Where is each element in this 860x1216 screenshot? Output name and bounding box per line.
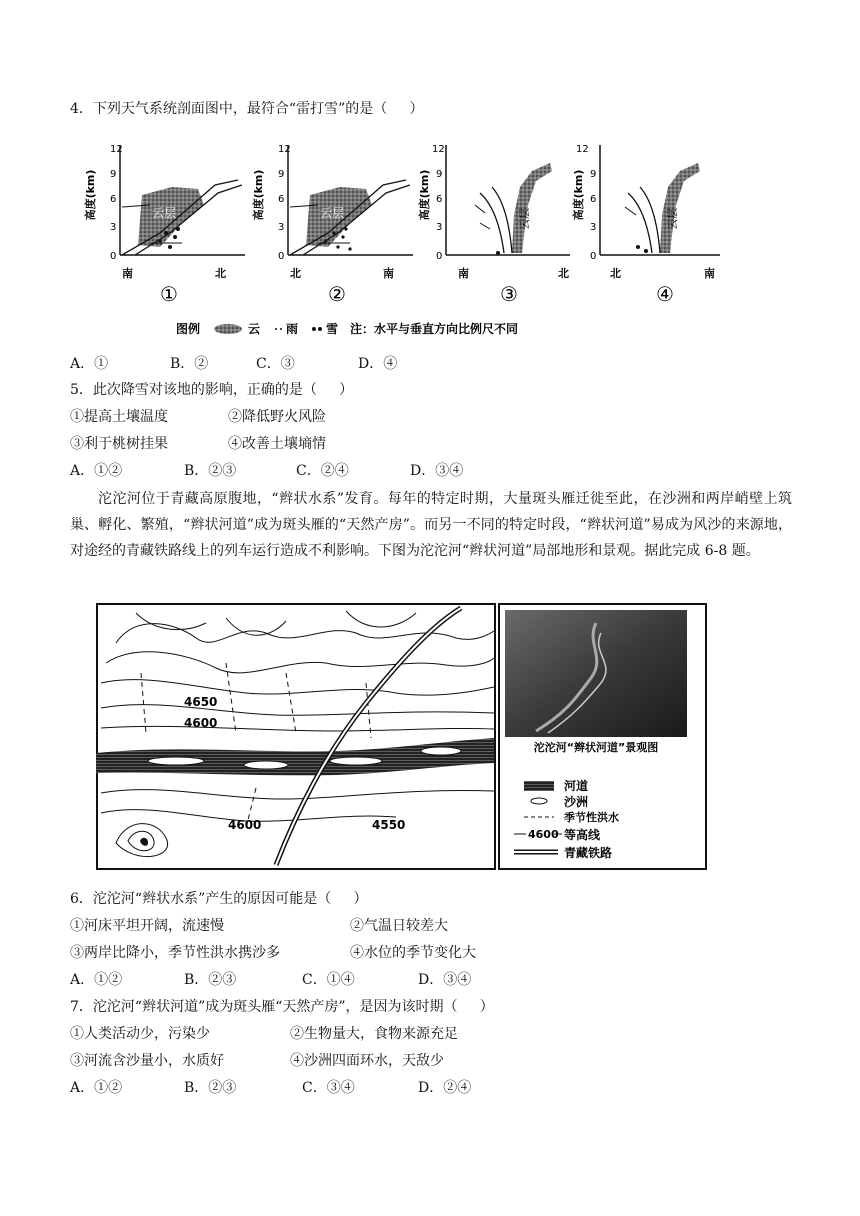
svg-text:北: 北	[290, 267, 301, 280]
svg-text:北: 北	[610, 267, 621, 280]
q6-item-1: ①河床平坦开阔，流速慢	[70, 918, 224, 934]
svg-text:4650: 4650	[184, 695, 218, 709]
svg-text:3: 3	[278, 222, 285, 233]
q7-option-d[interactable]: D．②④	[418, 1080, 472, 1096]
svg-text:③: ③	[500, 282, 518, 306]
svg-text:注：水平与垂直方向比例尺不同: 注：水平与垂直方向比例尺不同	[350, 322, 519, 336]
svg-text:9: 9	[278, 169, 285, 180]
svg-text:高度(km): 高度(km)	[252, 169, 265, 221]
q4-stem: 4．下列天气系统剖面图中，最符合“雷打雪”的是（ ）	[70, 101, 424, 117]
svg-text:南: 南	[704, 267, 715, 280]
svg-text:9: 9	[110, 169, 117, 180]
q7-option-b[interactable]: B．②③	[184, 1080, 237, 1096]
svg-text:12: 12	[576, 144, 589, 155]
q7-item-1: ①人类活动少，污染少	[70, 1026, 210, 1042]
svg-text:南: 南	[122, 267, 133, 280]
svg-text:④: ④	[656, 282, 674, 306]
svg-text:4600: 4600	[228, 818, 262, 832]
landscape-photo	[505, 610, 687, 737]
panel-1	[83, 144, 245, 306]
svg-text:沱沱河“辫状河道”景观图: 沱沱河“辫状河道”景观图	[533, 741, 659, 754]
q5-option-c[interactable]: C．②④	[296, 463, 349, 479]
panel-4	[571, 144, 720, 306]
svg-text:0: 0	[436, 251, 443, 262]
svg-text:6: 6	[436, 194, 443, 205]
svg-text:3: 3	[436, 222, 443, 233]
svg-text:青藏铁路: 青藏铁路	[564, 846, 613, 860]
q7-item-2: ②生物量大，食物来源充足	[290, 1026, 458, 1042]
svg-text:高度(km): 高度(km)	[572, 169, 585, 221]
q7-option-c[interactable]: C．③④	[302, 1080, 355, 1096]
q4-option-c[interactable]: C．③	[256, 356, 295, 372]
q5-item-1: ①提高土壤温度	[70, 409, 168, 425]
q7-item-4: ④沙洲四面环水，天敌少	[290, 1053, 444, 1069]
svg-text:3: 3	[590, 222, 597, 233]
q6-item-3: ③两岸比降小，季节性洪水携沙多	[70, 945, 280, 961]
svg-text:12: 12	[278, 144, 291, 155]
weather-profile-figure	[80, 135, 800, 340]
q5-item-4: ④改善土壤墒情	[228, 436, 326, 452]
q6-option-c[interactable]: C．①④	[302, 972, 355, 988]
q6-option-a[interactable]: A．①②	[70, 972, 123, 988]
svg-text:6: 6	[278, 194, 285, 205]
svg-text:北: 北	[558, 267, 569, 280]
panel-3	[417, 144, 570, 306]
q7-option-a[interactable]: A．①②	[70, 1080, 123, 1096]
q5-item-2: ②降低野火风险	[228, 409, 326, 425]
q5-option-b[interactable]: B．②③	[184, 463, 237, 479]
svg-text:12: 12	[110, 144, 123, 155]
q4-option-b[interactable]: B．②	[170, 356, 209, 372]
reading-passage: 沱沱河位于青藏高原腹地，“辫状水系”发育。每年的特定时期，大量斑头雁迁徙至此，在沙洲和两岸峭壁上筑巢、孵化、繁殖，“辫状河道”成为斑头雁的“天然产房”。而另一不同的特定时段，“辫状河道”易成为风沙的来源地，对途经的青藏铁路线上的列车运行造成不利影响。下图为沱沱河“辫状河道”局部地形和景观。据此完成 6-8 题。	[70, 491, 792, 559]
svg-text:云层: 云层	[152, 206, 177, 220]
svg-text:②: ②	[328, 282, 346, 306]
q5-item-3: ③利于桃树挂果	[70, 436, 168, 452]
svg-text:4600: 4600	[528, 828, 559, 841]
q6-stem: 6．沱沱河“辫状水系”产生的原因可能是（ ）	[70, 891, 368, 907]
svg-text:雨: 雨	[286, 322, 299, 336]
q5-option-d[interactable]: D．③④	[410, 463, 464, 479]
svg-text:4600: 4600	[184, 716, 218, 730]
q7-item-3: ③河流含沙量小，水质好	[70, 1053, 224, 1069]
svg-text:河道: 河道	[564, 779, 589, 793]
svg-text:雪: 雪	[326, 322, 339, 336]
svg-text:云层: 云层	[518, 208, 531, 230]
svg-text:6: 6	[590, 194, 597, 205]
svg-text:沙洲: 沙洲	[564, 795, 589, 809]
svg-text:南: 南	[383, 267, 394, 280]
svg-text:图例: 图例	[176, 322, 201, 336]
svg-text:北: 北	[215, 267, 226, 280]
svg-text:0: 0	[278, 251, 285, 262]
svg-text:①: ①	[160, 282, 178, 306]
q4-option-a[interactable]: A．①	[70, 356, 109, 372]
svg-text:4550: 4550	[372, 818, 406, 832]
svg-text:季节性洪水: 季节性洪水	[564, 811, 619, 824]
q6-item-4: ④水位的季节变化大	[350, 945, 476, 961]
svg-text:云层: 云层	[320, 206, 345, 220]
svg-text:3: 3	[110, 222, 117, 233]
q4-option-d[interactable]: D．④	[358, 356, 398, 372]
svg-text:9: 9	[590, 169, 597, 180]
svg-text:云: 云	[248, 322, 261, 336]
q7-stem: 7．沱沱河“辫状河道”成为斑头雁“天然产房”，是因为该时期（ ）	[70, 999, 494, 1015]
svg-text:高度(km): 高度(km)	[418, 169, 431, 221]
svg-text:12: 12	[432, 144, 445, 155]
q6-option-b[interactable]: B．②③	[184, 972, 237, 988]
q6-option-d[interactable]: D．③④	[418, 972, 472, 988]
tuotuo-river-map-figure	[96, 603, 708, 871]
q5-stem: 5．此次降雪对该地的影响，正确的是（ ）	[70, 382, 354, 398]
svg-text:6: 6	[110, 194, 117, 205]
svg-text:0: 0	[110, 251, 117, 262]
q6-item-2: ②气温日较差大	[350, 918, 448, 934]
svg-text:9: 9	[436, 169, 443, 180]
panel-2	[251, 144, 413, 306]
svg-text:高度(km): 高度(km)	[84, 169, 97, 221]
svg-text:0: 0	[590, 251, 597, 262]
svg-text:云层: 云层	[666, 208, 679, 230]
svg-text:等高线: 等高线	[564, 828, 601, 842]
svg-text:南: 南	[458, 267, 469, 280]
figure-legend	[176, 321, 518, 336]
q5-option-a[interactable]: A．①②	[70, 463, 123, 479]
